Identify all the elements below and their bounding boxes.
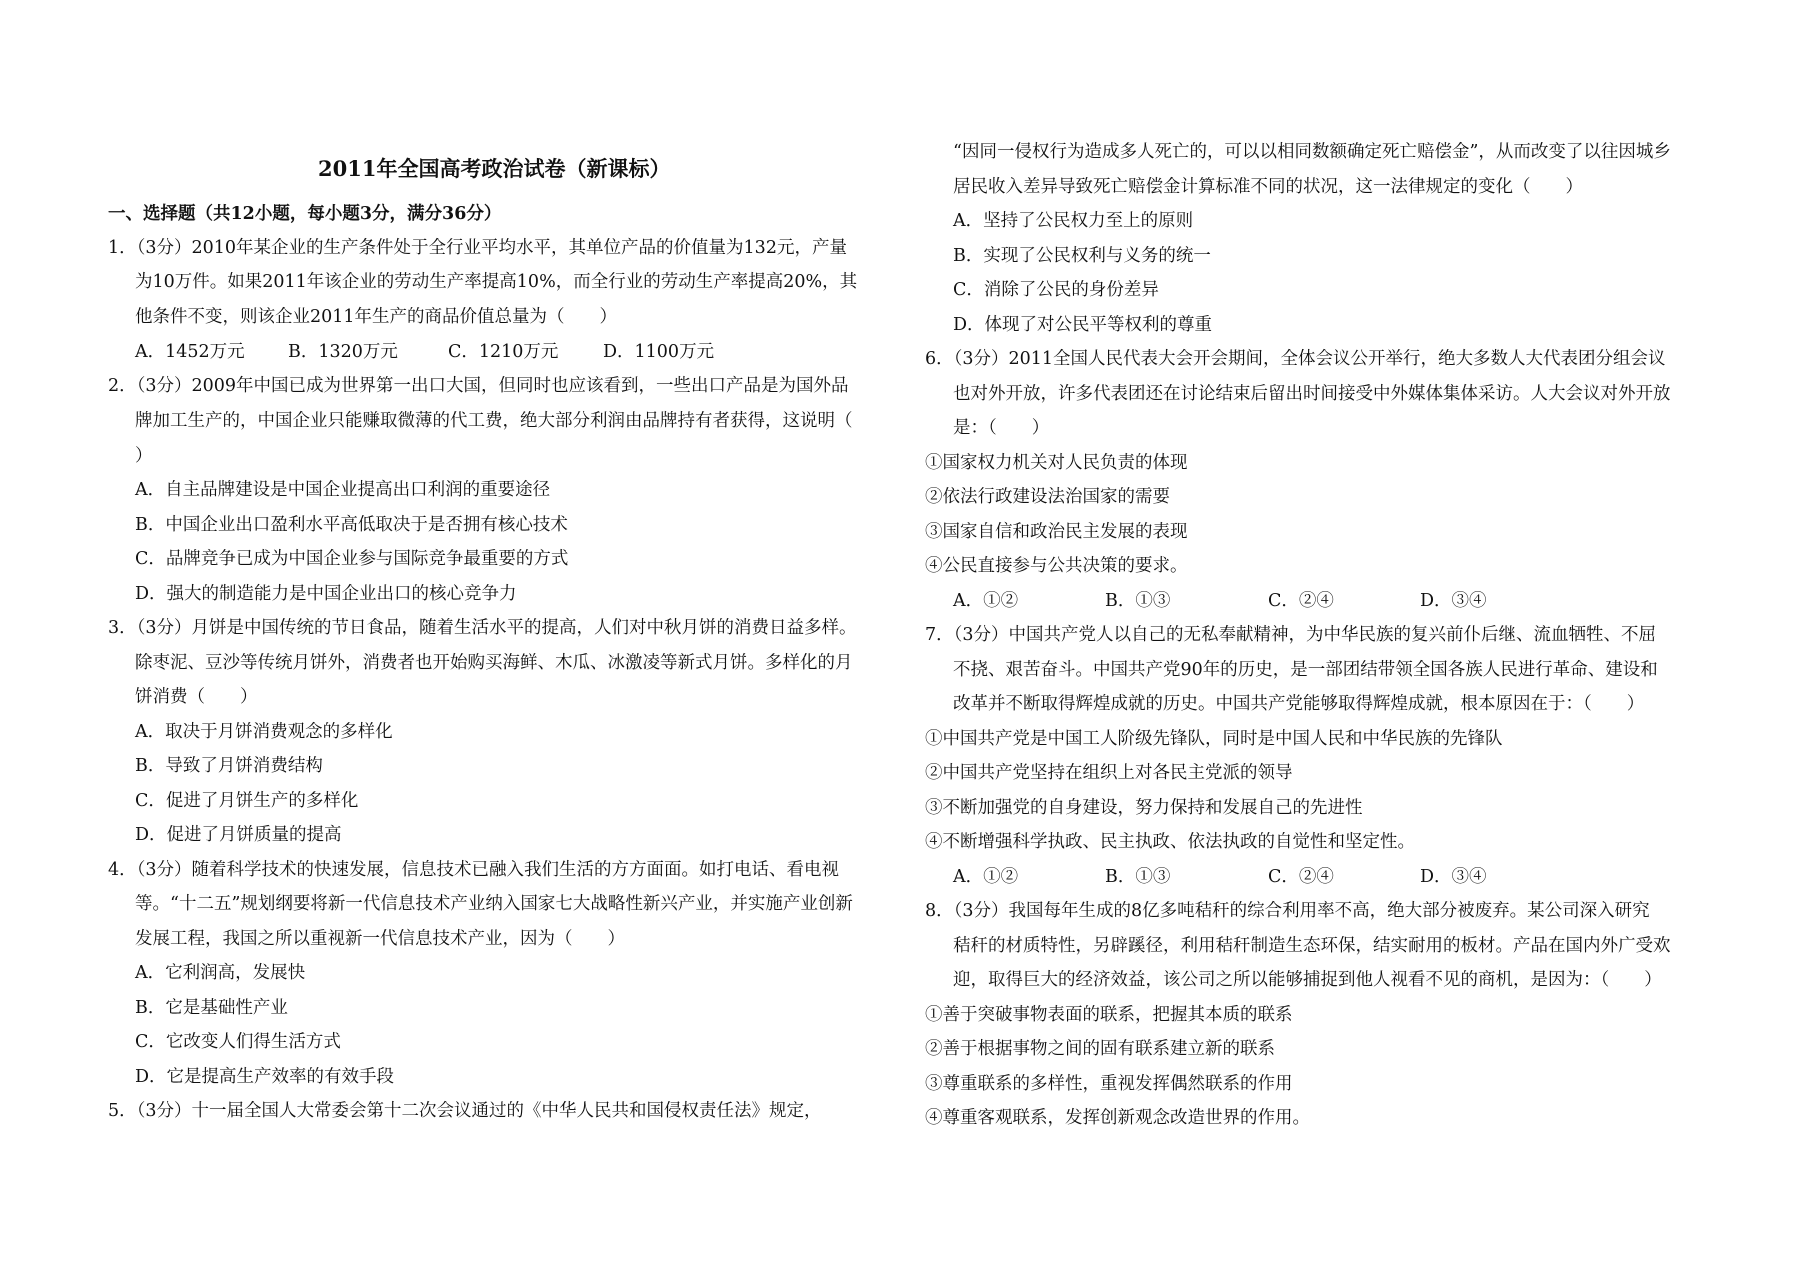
q1-option-b[interactable]: B．1320万元 bbox=[288, 342, 398, 362]
q7-line-3: 改革并不断取得辉煌成就的历史。中国共产党能够取得辉煌成就，根本原因在于：（ ） bbox=[953, 694, 1645, 714]
q1-line-3: 他条件不变，则该企业2011年生产的商品价值总量为（ ） bbox=[135, 307, 618, 327]
q5-option-d[interactable]: D．体现了对公民平等权利的尊重 bbox=[953, 315, 1213, 335]
q5-line-3: 居民收入差异导致死亡赔偿金计算标准不同的状况，这一法律规定的变化（ ） bbox=[953, 177, 1583, 197]
q8-line-2: 秸秆的材质特性，另辟蹊径，利用秸秆制造生态环保，结实耐用的板材。产品在国内外广受欢 bbox=[953, 936, 1671, 956]
q1-option-a[interactable]: A．1452万元 bbox=[135, 342, 245, 362]
q7-option-b[interactable]: B．①③ bbox=[1105, 867, 1171, 887]
q8-statement-4: ④尊重客观联系，发挥创新观念改造世界的作用。 bbox=[925, 1108, 1310, 1128]
q7-option-c[interactable]: C．②④ bbox=[1268, 867, 1334, 887]
q5-option-a[interactable]: A．坚持了公民权力至上的原则 bbox=[953, 211, 1194, 231]
q6-option-c[interactable]: C．②④ bbox=[1268, 591, 1334, 611]
q7-option-d[interactable]: D．③④ bbox=[1420, 867, 1487, 887]
q4-line-1: 4．（3分）随着科学技术的快速发展，信息技术已融入我们生活的方方面面。如打电话、看电视 bbox=[108, 860, 840, 880]
q1-line-1: 1．（3分）2010年某企业的生产条件处于全行业平均水平，其单位产品的价值量为132元，产量 bbox=[108, 238, 847, 258]
q8-line-3: 迎，取得巨大的经济效益，该公司之所以能够捕捉到他人视看不见的商机，是因为：（ ） bbox=[953, 970, 1662, 990]
q3-line-3: 饼消费（ ） bbox=[135, 687, 258, 707]
q5-option-b[interactable]: B．实现了公民权利与义务的统一 bbox=[953, 246, 1211, 266]
q6-options bbox=[953, 590, 1487, 612]
q5-line-2: “因同一侵权行为造成多人死亡的，可以以相同数额确定死亡赔偿金”，从而改变了以往因城乡 bbox=[953, 142, 1671, 162]
q7-option-a[interactable]: A．①② bbox=[953, 867, 1019, 887]
q7-statement-1: ①中国共产党是中国工人阶级先锋队，同时是中国人民和中华民族的先锋队 bbox=[925, 729, 1503, 749]
q3-option-c[interactable]: C．促进了月饼生产的多样化 bbox=[135, 791, 359, 811]
q6-line-3: 是：（ ） bbox=[953, 418, 1050, 438]
q2-option-c[interactable]: C．品牌竞争已成为中国企业参与国际竞争最重要的方式 bbox=[135, 549, 569, 569]
q2-option-a[interactable]: A．自主品牌建设是中国企业提高出口利润的重要途径 bbox=[135, 480, 551, 500]
q8-statement-2: ②善于根据事物之间的固有联系建立新的联系 bbox=[925, 1039, 1275, 1059]
q4-option-b[interactable]: B．它是基础性产业 bbox=[135, 998, 288, 1018]
q1-options bbox=[135, 341, 714, 363]
q6-statement-2: ②依法行政建设法治国家的需要 bbox=[925, 487, 1170, 507]
q3-line-1: 3．（3分）月饼是中国传统的节日食品，随着生活水平的提高，人们对中秋月饼的消费日益多样。 bbox=[108, 618, 857, 638]
q2-option-b[interactable]: B．中国企业出口盈利水平高低取决于是否拥有核心技术 bbox=[135, 515, 568, 535]
q5-option-c[interactable]: C．消除了公民的身份差异 bbox=[953, 280, 1159, 300]
q8-statement-3: ③尊重联系的多样性，重视发挥偶然联系的作用 bbox=[925, 1074, 1293, 1094]
q2-line-2: 牌加工生产的，中国企业只能赚取微薄的代工费，绝大部分利润由品牌持有者获得，这说明（ bbox=[135, 411, 853, 431]
q4-option-d[interactable]: D．它是提高生产效率的有效手段 bbox=[135, 1067, 395, 1087]
q8-line-1: 8．（3分）我国每年生成的8亿多吨秸秆的综合利用率不高，绝大部分被废弃。某公司深入研究 bbox=[925, 901, 1650, 921]
q1-option-d[interactable]: D．1100万元 bbox=[603, 342, 715, 362]
q7-statement-2: ②中国共产党坚持在组织上对各民主党派的领导 bbox=[925, 763, 1293, 783]
q1-option-c[interactable]: C．1210万元 bbox=[448, 342, 559, 362]
q4-line-3: 发展工程，我国之所以重视新一代信息技术产业，因为（ ） bbox=[135, 929, 625, 949]
q4-option-c[interactable]: C．它改变人们得生活方式 bbox=[135, 1032, 341, 1052]
q3-option-a[interactable]: A．取决于月饼消费观念的多样化 bbox=[135, 722, 393, 742]
q7-statement-3: ③不断加强党的自身建设，努力保持和发展自己的先进性 bbox=[925, 798, 1363, 818]
q6-statement-1: ①国家权力机关对人民负责的体现 bbox=[925, 453, 1188, 473]
q8-statement-1: ①善于突破事物表面的联系，把握其本质的联系 bbox=[925, 1005, 1293, 1025]
q2-line-1: 2．（3分）2009年中国已成为世界第一出口大国，但同时也应该看到，一些出口产品是为国外品 bbox=[108, 376, 849, 396]
q2-line-3: ） bbox=[135, 446, 153, 466]
q1-line-2: 为10万件。如果2011年该企业的劳动生产率提高10%，而全行业的劳动生产率提高20%，其 bbox=[135, 272, 858, 292]
q5-line-1: 5．（3分）十一届全国人大常委会第十二次会议通过的《中华人民共和国侵权责任法》规定， bbox=[108, 1101, 822, 1121]
q7-options bbox=[953, 866, 1487, 888]
q6-line-2: 也对外开放，许多代表团还在讨论结束后留出时间接受中外媒体集体采访。人大会议对外开放 bbox=[953, 384, 1671, 404]
q7-line-1: 7．（3分）中国共产党人以自己的无私奉献精神，为中华民族的复兴前仆后继、流血牺牲、不屈 bbox=[925, 625, 1657, 645]
q4-option-a[interactable]: A．它利润高，发展快 bbox=[135, 963, 306, 983]
q4-line-2: 等。“十二五”规划纲要将新一代信息技术产业纳入国家七大战略性新兴产业，并实施产业创新 bbox=[135, 894, 853, 914]
q6-option-a[interactable]: A．①② bbox=[953, 591, 1019, 611]
page-title: 2011年全国高考政治试卷（新课标） bbox=[318, 156, 671, 181]
q6-option-d[interactable]: D．③④ bbox=[1420, 591, 1487, 611]
q3-option-b[interactable]: B．导致了月饼消费结构 bbox=[135, 756, 323, 776]
q7-statement-4: ④不断增强科学执政、民主执政、依法执政的自觉性和坚定性。 bbox=[925, 832, 1415, 852]
section-heading: 一、选择题（共12小题，每小题3分，满分36分） bbox=[108, 204, 502, 224]
q2-option-d[interactable]: D．强大的制造能力是中国企业出口的核心竞争力 bbox=[135, 584, 517, 604]
q6-statement-3: ③国家自信和政治民主发展的表现 bbox=[925, 522, 1188, 542]
q6-line-1: 6．（3分）2011全国人民代表大会开会期间，全体会议公开举行，绝大多数人大代表团分组会议 bbox=[925, 349, 1666, 369]
q6-option-b[interactable]: B．①③ bbox=[1105, 591, 1171, 611]
q7-line-2: 不挠、艰苦奋斗。中国共产党90年的历史，是一部团结带领全国各族人民进行革命、建设和 bbox=[953, 660, 1658, 680]
q6-statement-4: ④公民直接参与公共决策的要求。 bbox=[925, 556, 1188, 576]
q3-option-d[interactable]: D．促进了月饼质量的提高 bbox=[135, 825, 342, 845]
q3-line-2: 除枣泥、豆沙等传统月饼外，消费者也开始购买海鲜、木瓜、冰激凌等新式月饼。多样化的月 bbox=[135, 653, 853, 673]
